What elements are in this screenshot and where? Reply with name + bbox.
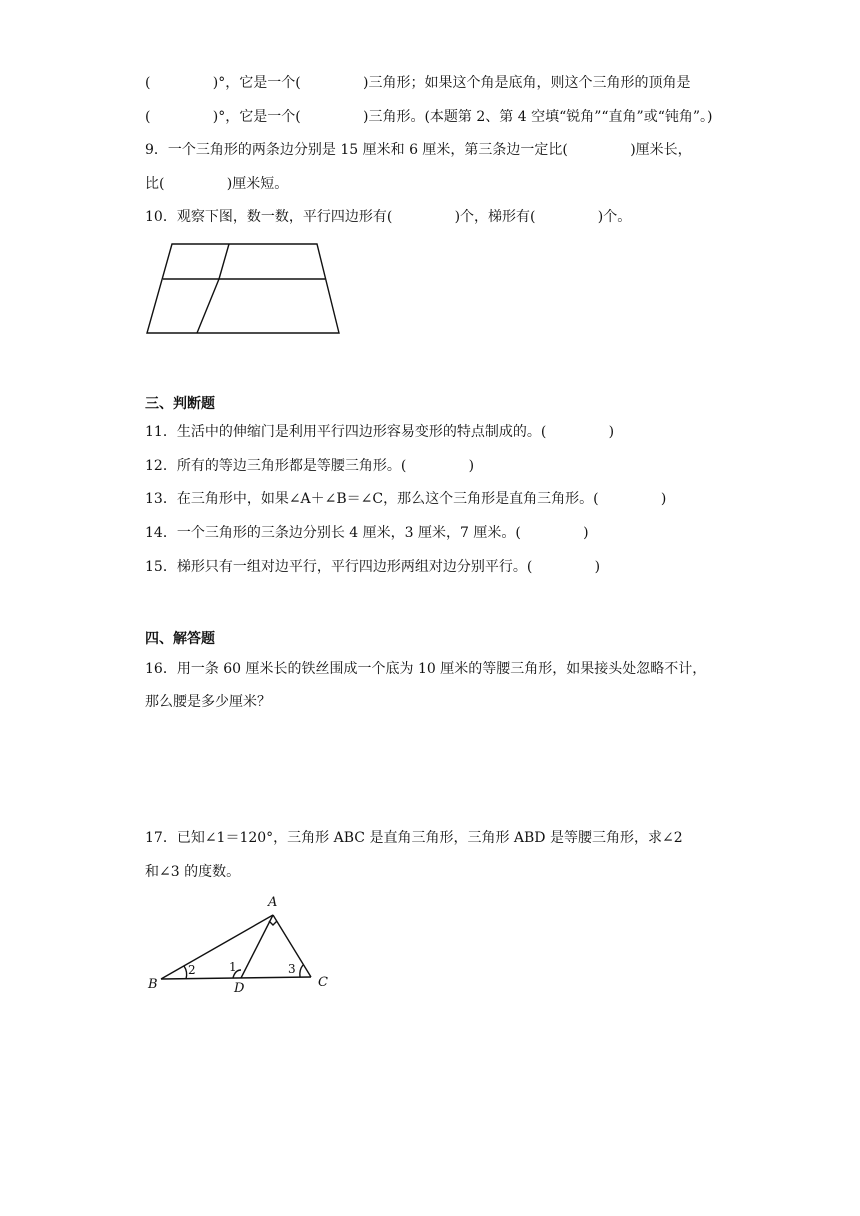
q11: 11．生活中的伸缩门是利用平行四边形容易变形的特点制成的。( ) [145, 424, 615, 440]
section4-title: 四、解答题 [145, 631, 215, 647]
angle-2-label: 2 [188, 963, 196, 977]
right-angle-mark [269, 921, 277, 925]
label-c: C [318, 975, 328, 990]
q12: 12．所有的等边三角形都是等腰三角形。( ) [145, 458, 475, 474]
q9-line1: 9．一个三角形的两条边分别是 15 厘米和 6 厘米，第三条边一定比( )厘米长， [145, 142, 692, 158]
label-d: D [234, 981, 245, 996]
lower-slant-divider [197, 279, 219, 333]
q9-line2: 比( )厘米短。 [145, 176, 289, 192]
q8-line2: ( )°，它是一个( )三角形。(本题第 2、第 4 空填“锐角”“直角”或“钝角”。) [145, 109, 713, 125]
section3-title: 三、判断题 [145, 396, 215, 412]
q15: 15．梯形只有一组对边平行，平行四边形两组对边分别平行。( ) [145, 559, 601, 575]
angle-3-arc [300, 965, 303, 977]
q17-triangle-figure [140, 890, 340, 1000]
q16-line2: 那么腰是多少厘米？ [145, 694, 271, 710]
q17-line2: 和∠3 的度数。 [145, 864, 241, 880]
q13: 13．在三角形中，如果∠A＋∠B＝∠C，那么这个三角形是直角三角形。( ) [145, 491, 667, 507]
upper-slant-divider [219, 244, 229, 279]
angle-3-label: 3 [288, 962, 296, 976]
label-b: B [148, 977, 158, 992]
q10-line1: 10．观察下图，数一数，平行四边形有( )个，梯形有( )个。 [145, 209, 632, 225]
q14: 14．一个三角形的三条边分别长 4 厘米，3 厘米，7 厘米。( ) [145, 525, 589, 541]
segment-bc [161, 977, 311, 979]
outer-trapezoid [147, 244, 339, 333]
q8-line1: ( )°，它是一个( )三角形；如果这个角是底角，则这个三角形的顶角是 [145, 75, 691, 91]
angle-2-arc [184, 966, 187, 979]
q17-line1: 17．已知∠1＝120°，三角形 ABC 是直角三角形，三角形 ABD 是等腰三角形，求∠2 [145, 830, 683, 846]
label-a: A [268, 895, 278, 910]
q10-trapezoid-figure [140, 236, 350, 340]
angle-1-label: 1 [229, 960, 237, 974]
q16-line1: 16．用一条 60 厘米长的铁丝围成一个底为 10 厘米的等腰三角形，如果接头处忽略不计， [145, 661, 707, 677]
